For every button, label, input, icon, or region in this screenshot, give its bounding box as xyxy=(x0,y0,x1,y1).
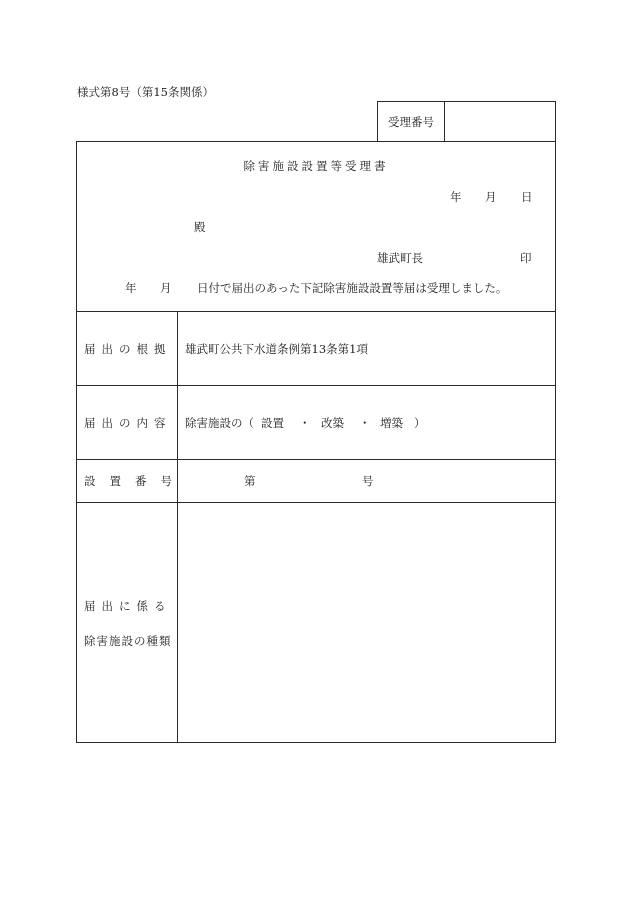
statement-text: 日付で届出のあった下記除害施設設置等届は受理しました。 xyxy=(197,281,508,295)
option-separator: ・ xyxy=(359,416,371,430)
statement-month: 月 xyxy=(160,281,172,295)
row-divider xyxy=(77,311,555,312)
statement-year: 年 xyxy=(125,281,137,295)
type-label-line2: 除害施設の種類 xyxy=(84,634,172,648)
content-label: 届出の内容 xyxy=(84,416,172,430)
type-value-field[interactable] xyxy=(178,503,555,742)
date-day: 日 xyxy=(521,190,533,204)
basis-value: 雄武町公共下水道条例第13条第1項 xyxy=(185,342,368,356)
date-month: 月 xyxy=(485,190,497,204)
number-label: 設置番号 xyxy=(84,474,186,488)
basis-label: 届出の根拠 xyxy=(84,342,172,356)
issuer-name: 雄武町長 xyxy=(377,251,423,265)
receipt-number-label: 受理番号 xyxy=(388,115,434,129)
type-label-line1: 届出に係る xyxy=(84,599,172,613)
form-label: 様式第8号（第15条関係） xyxy=(77,85,214,99)
option-renovate[interactable]: 改築 xyxy=(321,416,344,430)
content-suffix: ） xyxy=(414,416,426,430)
form-title: 除害施設設置等受理書 xyxy=(243,159,389,173)
date-year: 年 xyxy=(450,190,462,204)
receipt-number-box xyxy=(377,101,556,142)
option-install[interactable]: 設置 xyxy=(261,416,284,430)
content-prefix: 除害施設の（ xyxy=(185,416,254,430)
option-separator: ・ xyxy=(299,416,311,430)
seal-mark: 印 xyxy=(520,251,532,265)
number-suffix: 号 xyxy=(362,474,374,488)
receipt-number-field[interactable] xyxy=(445,102,555,141)
option-expand[interactable]: 増築 xyxy=(380,416,403,430)
row-divider xyxy=(77,459,555,460)
number-prefix: 第 xyxy=(244,474,256,488)
row-divider xyxy=(77,385,555,386)
addressee-suffix: 殿 xyxy=(194,220,206,234)
form-table xyxy=(76,141,556,743)
